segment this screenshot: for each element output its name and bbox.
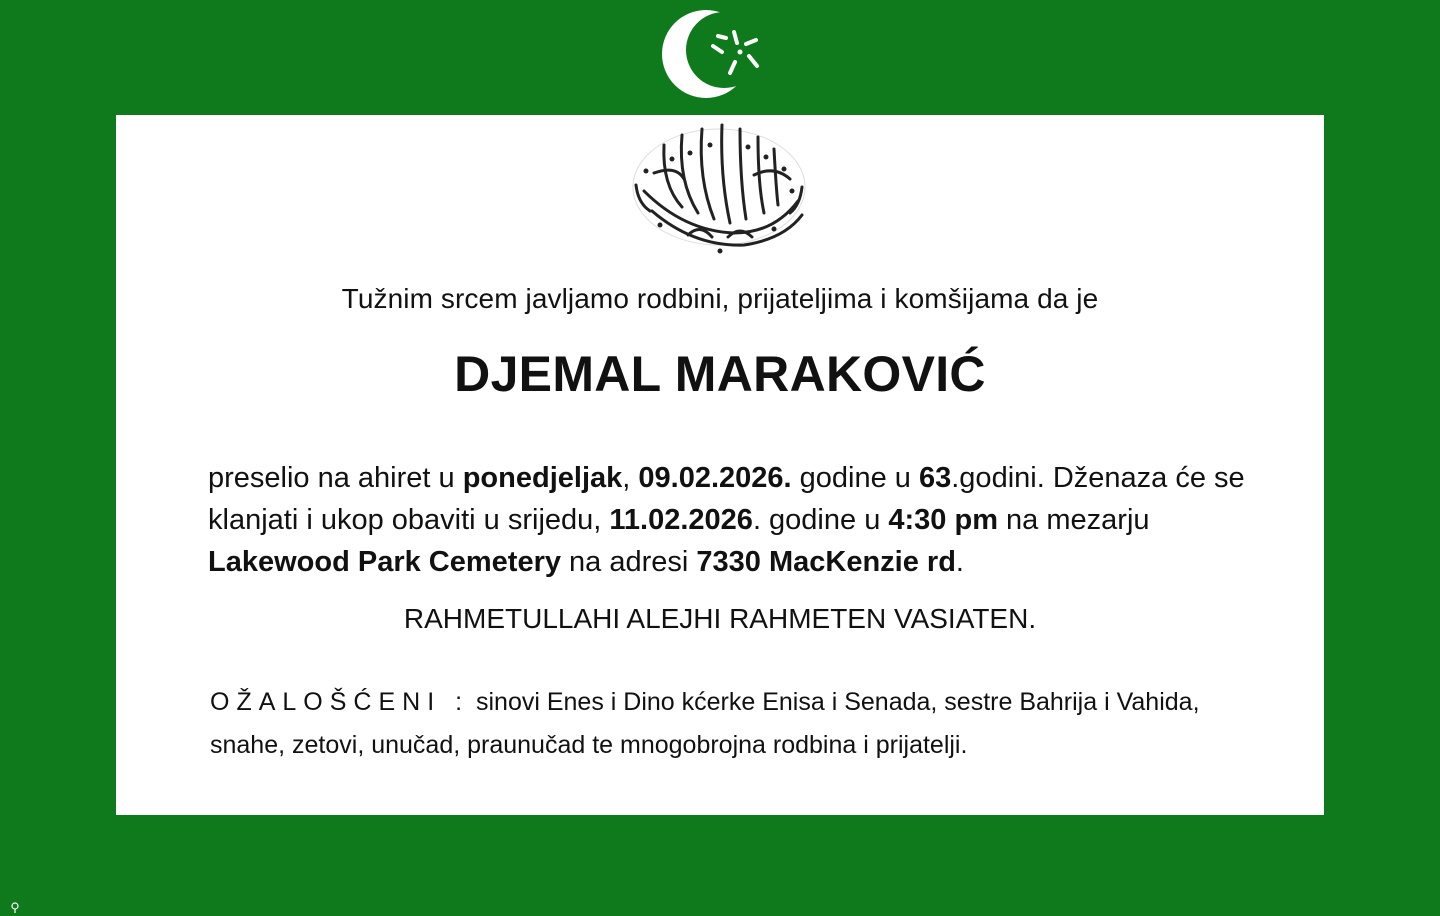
dua-text: RAHMETULLAHI ALEJHI RAHMETEN VASIATEN. (403, 603, 1037, 634)
arabic-calligraphy-icon (624, 115, 814, 261)
mourners-text: sinovi Enes i Dino kćerke Enisa i Senada, sestre Bahrija i Vahida, snahe, zetovi, unučad, praunučad te mnogobrojna rodbina i prijatelji. (210, 688, 1200, 759)
weekday: ponedjeljak (462, 462, 623, 494)
body-segment: na adresi (560, 546, 697, 578)
age: 63 (918, 462, 952, 494)
mourners-label: OŽALOŠĆENI : (210, 688, 470, 716)
death-date: 09.02.2026. (638, 462, 792, 494)
body-segment: . godine u (752, 504, 889, 536)
mourners-block (210, 681, 1270, 767)
body-segment: , (622, 462, 639, 494)
pin-icon (10, 902, 20, 914)
body-segment: preselio na ahiret u (208, 462, 463, 494)
obituary-card (116, 115, 1324, 815)
cemetery-address: 7330 MacKenzie rd (696, 546, 956, 578)
funeral-time: 4:30 pm (888, 504, 998, 536)
body-segment: . (955, 546, 964, 578)
body-segment: .godini. Dženaza će se klanjati i ukop obaviti u srijedu, (208, 462, 1245, 536)
intro-text: Tužnim srcem javljamo rodbini, prijateljima i komšijama da je (341, 283, 1099, 314)
body-segment: godine u (791, 462, 919, 494)
notice-body (208, 457, 1258, 583)
body-segment: na mezarju (998, 504, 1150, 536)
cemetery-name: Lakewood Park Cemetery (208, 546, 561, 578)
deceased-name: DJEMAL MARAKOVIĆ (454, 346, 986, 402)
funeral-date: 11.02.2026 (609, 504, 753, 536)
crescent-star-icon (660, 6, 764, 104)
